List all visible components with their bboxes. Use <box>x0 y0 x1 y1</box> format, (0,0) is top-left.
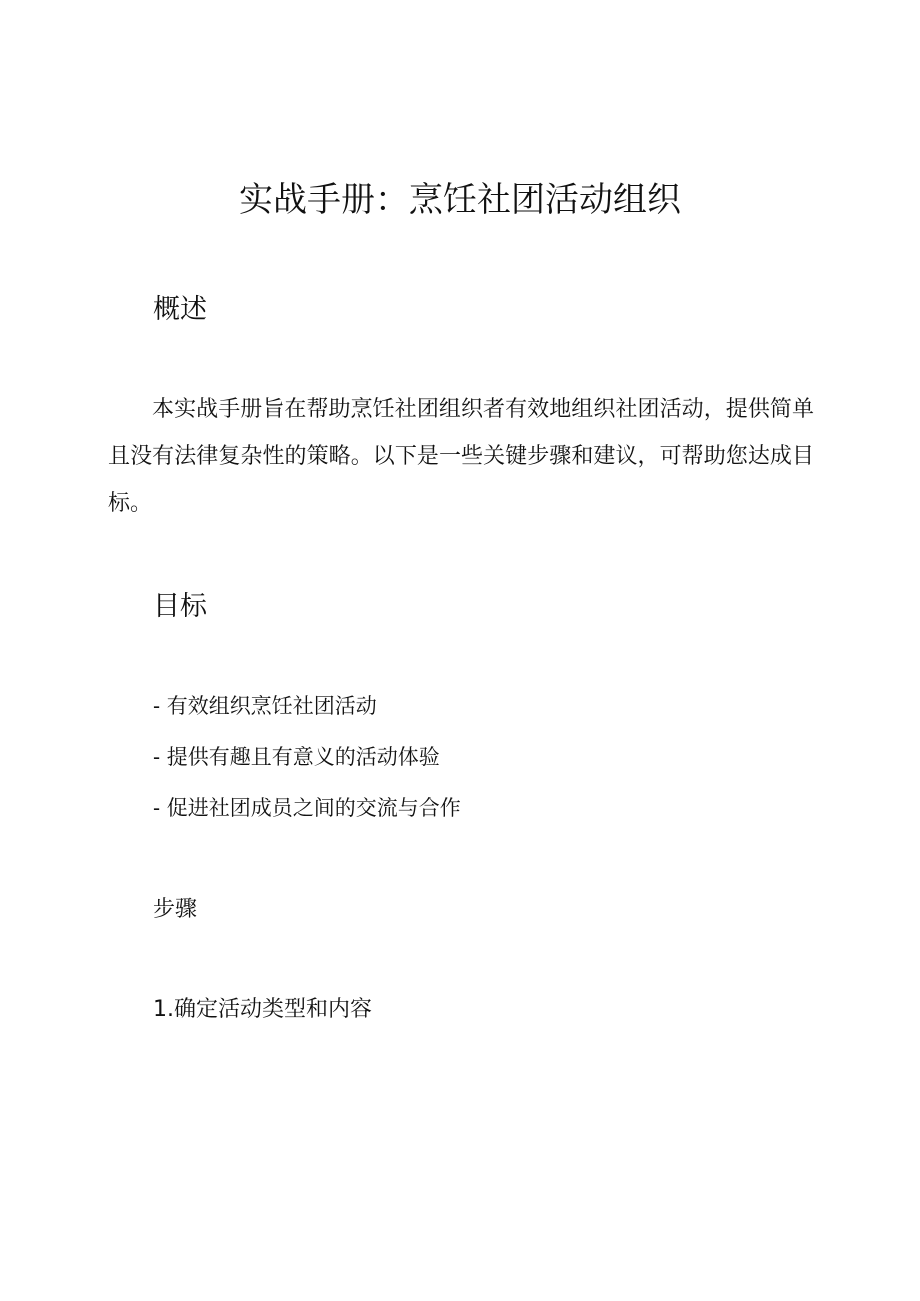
step-item-1: 1.确定活动类型和内容 <box>153 997 372 1022</box>
goal-item-3: - 促进社团成员之间的交流与合作 <box>153 796 461 820</box>
goals-list <box>153 688 461 841</box>
steps-heading: 步骤 <box>153 897 198 922</box>
goal-item-1: - 有效组织烹饪社团活动 <box>153 694 377 718</box>
goals-heading: 目标 <box>153 591 207 622</box>
goal-item-2: - 提供有趣且有意义的活动体验 <box>153 745 440 769</box>
document-title: 实战手册：烹饪社团活动组织 <box>239 180 681 220</box>
overview-heading: 概述 <box>153 294 207 325</box>
overview-paragraph: 本实战手册旨在帮助烹饪社团组织者有效地组织社团活动，提供简单且没有法律复杂性的策略。以下是一些关键步骤和建议，可帮助您达成目标。 <box>108 397 814 516</box>
